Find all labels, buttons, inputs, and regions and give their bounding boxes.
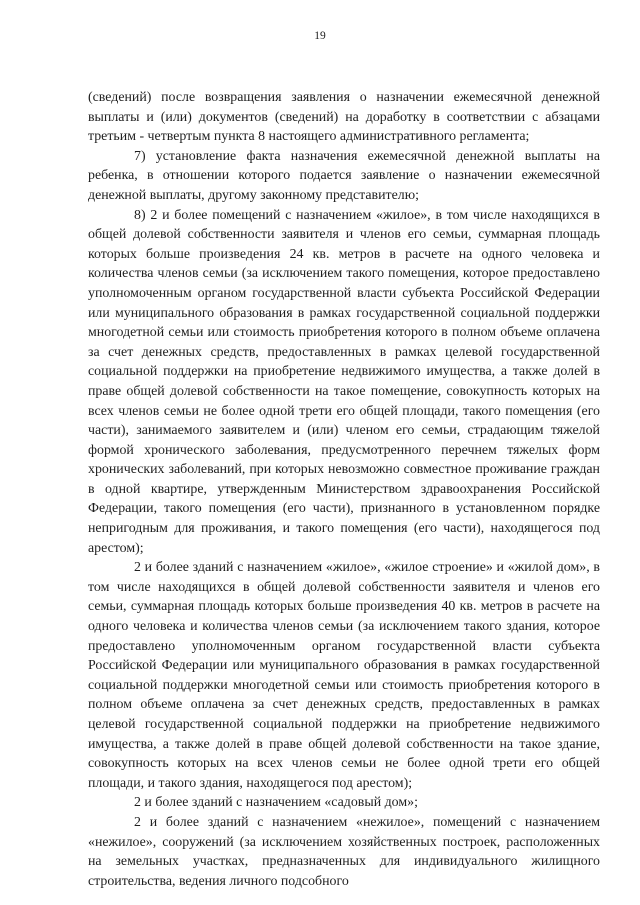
paragraph: 2 и более зданий с назначением «нежилое», помещений с назначением «нежилое», сооружений (за исключением хозяйственных построек, расположенных на земельных участках, предназначенных для индивидуального жилищного строительства, ведения личного подсобного [88,814,600,889]
paragraph: 2 и более зданий с назначением «садовый дом»; [134,795,418,811]
body-text [88,88,600,891]
paragraph: 2 и более зданий с назначением «жилое», «жилое строение» и «жилой дом», в том числе находящихся в общей долевой собственности заявителя и членов его семьи, суммарная площадь которых больше произведения 40 кв. метров в расчете на одного человека и количества членов семьи (за исключением такого здания, которое предоставлено уполномоченным органом государственной власти субъекта Российской Федерации или муниципального образования в рамках государственной социальной поддержки многодетной семьи или стоимость приобретения которого в полном объеме оплачена за счет денежных средств, предоставленных в рамках целевой государственной социальной поддержки на приобретение недвижимого имущества, а также долей в праве общей долевой собственности на такое здание, совокупность которых на всех членов семьи не более одной трети его общей площади, и такого здания, находящегося под арестом); [88,560,600,791]
paragraph: (сведений) после возвращения заявления о назначении ежемесячной денежной выплаты и (или) документов (сведений) на доработку в соответствии с абзацами третьим - четвертым пункта 8 настоящего административного регламента; [88,90,600,145]
page-number: 19 [314,30,326,42]
paragraph: 8) 2 и более помещений с назначением «жилое», в том числе находящихся в общей долевой собственности заявителя и членов его семьи, суммарная площадь которых больше произведения 24 кв. метров в расчете на одного человека и количества членов семьи (за исключением такого помещения, которое предоставлено уполномоченным органом государственной власти субъекта Российской Федерации или муниципального образования в рамках государственной социальной поддержки многодетной семьи или стоимость приобретения которого в полном объеме оплачена за счет денежных средств, предоставленных в рамках целевой государственной социальной поддержки на приобретение недвижимого имущества, а также долей в праве общей долевой собственности на такое помещение, совокупность которых на всех членов семьи не более одной трети его общей площади, такого помещения (его части), занимаемого заявителем и (или) членом его семьи, страдающим тяжелой формой хронического заболевания, предусмотренного перечнем тяжелых форм хронических заболеваний, при которых невозможно совместное проживание граждан в одной квартире, утвержденным Министерством здравоохранения Российской Федерации, такого помещения (его части), признанного в установленном порядке непригодным для проживания, и такого помещения (его части), находящегося под арестом); [88,207,600,556]
paragraph: 7) установление факта назначения ежемесячной денежной выплаты на ребенка, в отношении которого подается заявление о назначении ежемесячной денежной выплаты, другому законному представителю; [88,148,600,203]
